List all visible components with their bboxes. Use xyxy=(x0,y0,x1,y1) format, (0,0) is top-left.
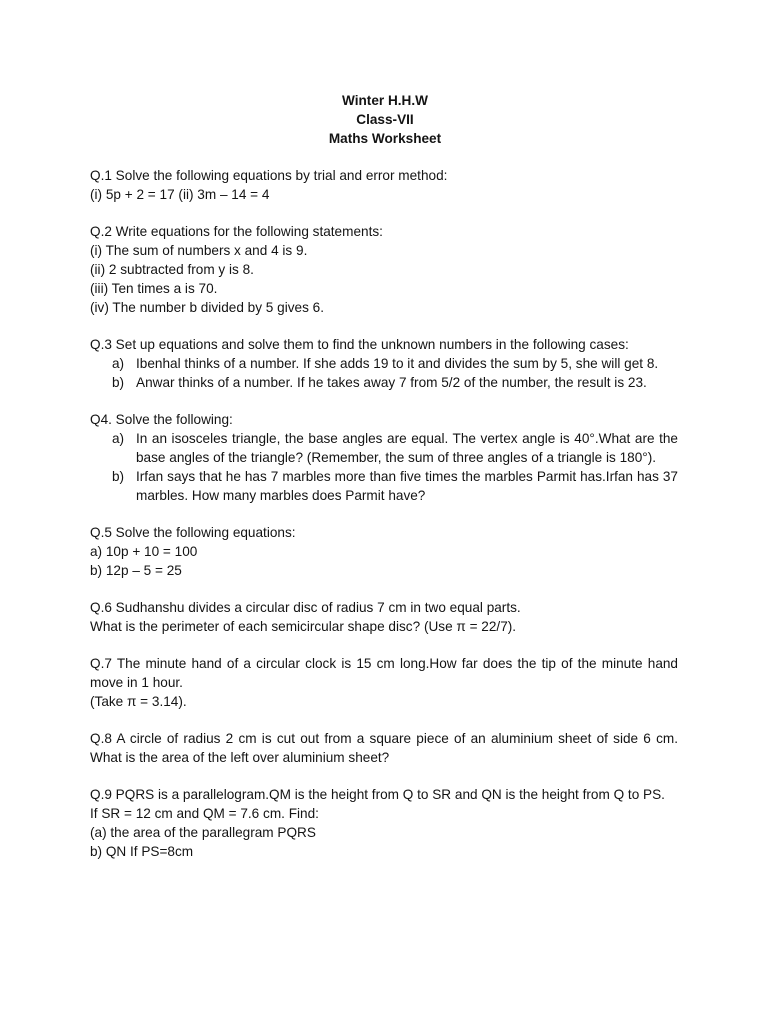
header-subject: Maths Worksheet xyxy=(328,131,442,146)
question-3-text: Q.3 Set up equations and solve them to find the unknown numbers in the following cases: xyxy=(90,337,629,352)
question-3-part-b xyxy=(90,373,678,392)
question-6-text: Q.6 Sudhanshu divides a circular disc of radius 7 cm in two equal parts. xyxy=(90,600,521,615)
question-9-text: Q.9 PQRS is a parallelogram.QM is the height from Q to SR and QN is the height from Q to PS. xyxy=(90,787,665,802)
list-marker: a) xyxy=(112,356,125,371)
question-9 xyxy=(90,785,678,861)
question-4-part-a-text: In an isosceles triangle, the base angles are equal. The vertex angle is 40°.What are the base angles of the triangle? (Remember, the sum of three angles of a triangle is 180°). xyxy=(136,431,678,465)
question-2 xyxy=(90,222,678,317)
question-5-part-b: b) 12p – 5 = 25 xyxy=(90,563,182,578)
worksheet-header xyxy=(90,91,678,148)
question-1-text: Q.1 Solve the following equations by trial and error method: xyxy=(90,168,448,183)
question-5-text: Q.5 Solve the following equations: xyxy=(90,525,296,540)
question-5-part-a: a) 10p + 10 = 100 xyxy=(90,544,198,559)
list-marker: b) xyxy=(112,469,125,484)
question-2-part-iii: (iii) Ten times a is 70. xyxy=(90,281,218,296)
list-marker: a) xyxy=(112,431,125,446)
header-class: Class-VII xyxy=(356,112,414,127)
question-8 xyxy=(90,729,678,767)
question-3-part-a xyxy=(90,354,678,373)
question-3 xyxy=(90,335,678,392)
question-2-part-iv: (iv) The number b divided by 5 gives 6. xyxy=(90,300,324,315)
worksheet-page xyxy=(90,91,678,879)
header-title: Winter H.H.W xyxy=(342,93,428,108)
question-8-text: Q.8 A circle of radius 2 cm is cut out from a square piece of an aluminium sheet of side 6 cm. What is the area of the left over aluminium sheet? xyxy=(90,731,678,765)
question-2-part-i: (i) The sum of numbers x and 4 is 9. xyxy=(90,243,308,258)
question-4-text: Q4. Solve the following: xyxy=(90,412,233,427)
list-marker: b) xyxy=(112,375,125,390)
question-7 xyxy=(90,654,678,711)
question-3-part-b-text: Anwar thinks of a number. If he takes away 7 from 5/2 of the number, the result is 23. xyxy=(136,375,647,390)
question-4-part-b xyxy=(90,467,678,505)
question-7-hint: (Take π = 3.14). xyxy=(90,694,187,709)
question-1-parts: (i) 5p + 2 = 17 (ii) 3m – 14 = 4 xyxy=(90,187,270,202)
question-9-part-b: b) QN If PS=8cm xyxy=(90,844,194,859)
question-6-text-2: What is the perimeter of each semicircular shape disc? (Use π = 22/7). xyxy=(90,619,517,634)
question-9-part-a: (a) the area of the parallegram PQRS xyxy=(90,825,316,840)
question-4-part-b-text: Irfan says that he has 7 marbles more than five times the marbles Parmit has.Irfan has 37 marbles. How many marbles does Parmit have? xyxy=(136,469,678,503)
question-2-text: Q.2 Write equations for the following statements: xyxy=(90,224,383,239)
question-1 xyxy=(90,166,678,204)
question-4 xyxy=(90,410,678,505)
question-6 xyxy=(90,598,678,636)
question-2-part-ii: (ii) 2 subtracted from y is 8. xyxy=(90,262,254,277)
question-4-part-a xyxy=(90,429,678,467)
question-3-part-a-text: Ibenhal thinks of a number. If she adds 19 to it and divides the sum by 5, she will get 8. xyxy=(136,356,659,371)
question-9-given: If SR = 12 cm and QM = 7.6 cm. Find: xyxy=(90,806,319,821)
question-7-text: Q.7 The minute hand of a circular clock is 15 cm long.How far does the tip of the minute hand move in 1 hour. xyxy=(90,656,678,690)
question-5 xyxy=(90,523,678,580)
